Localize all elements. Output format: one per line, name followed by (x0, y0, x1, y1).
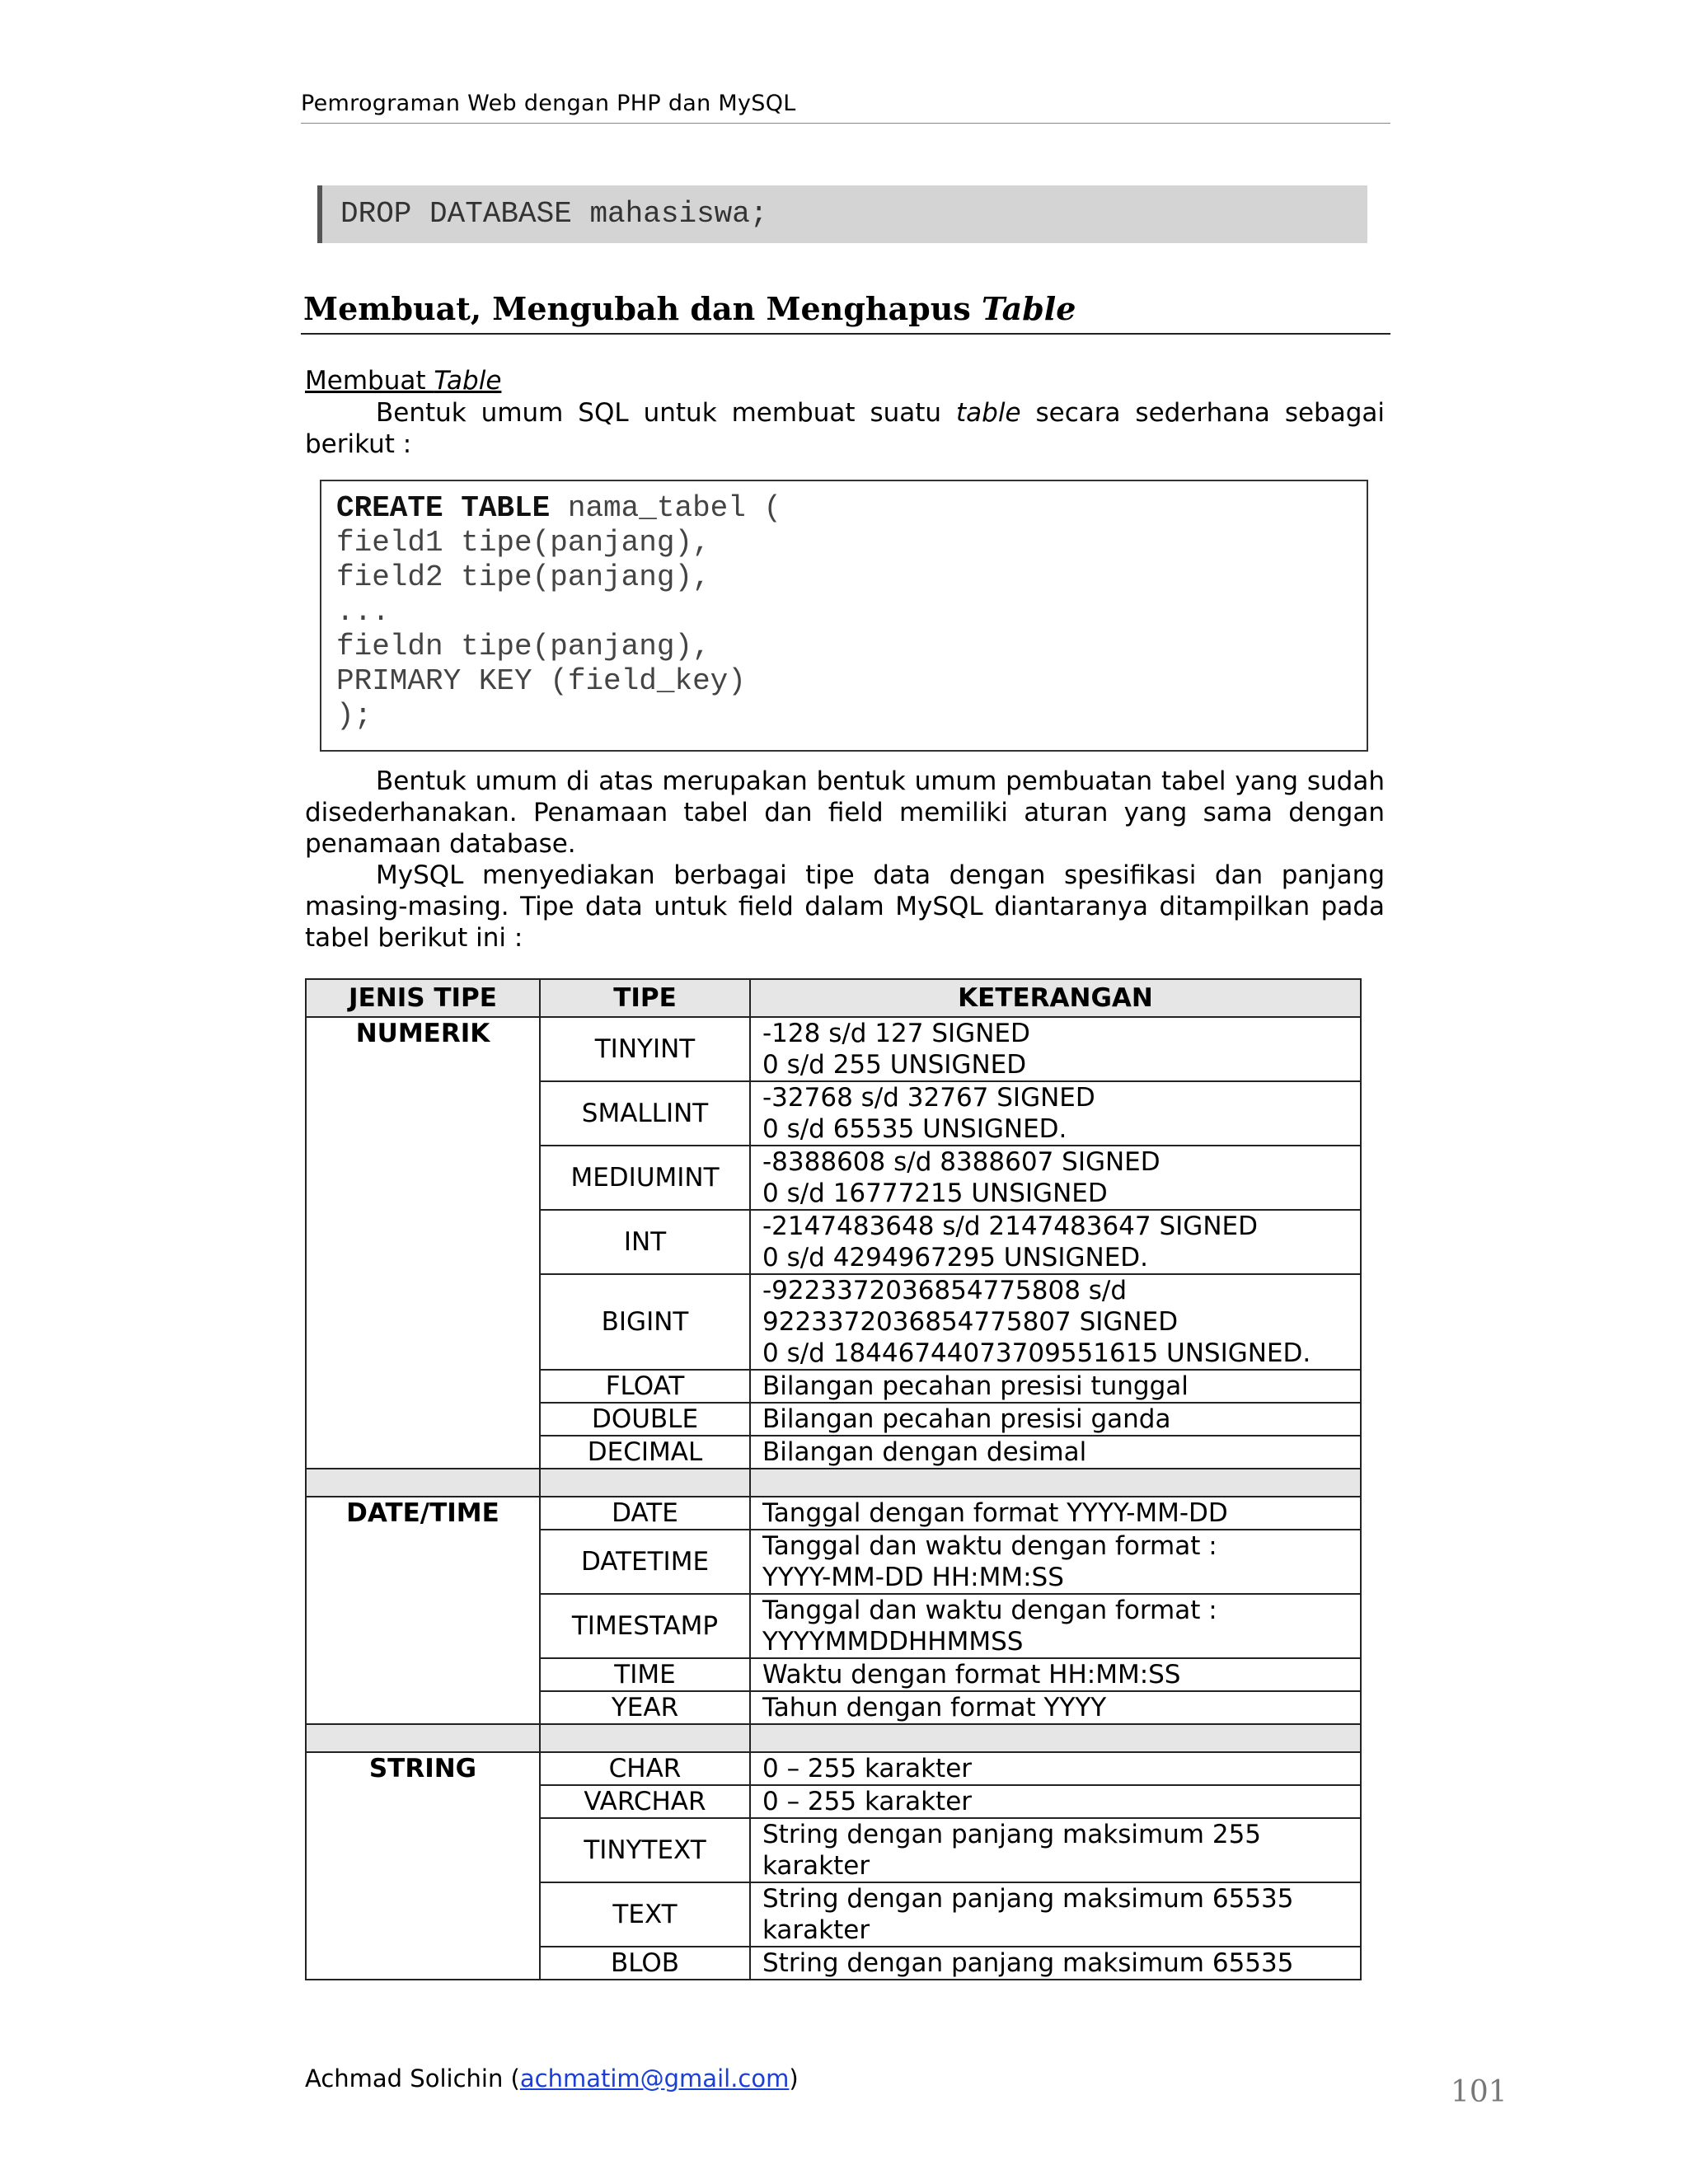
desc-cell: 0 – 255 karakter (750, 1785, 1361, 1818)
type-cell: CHAR (540, 1752, 750, 1785)
page-number: 101 (1451, 2075, 1507, 2109)
create-table-code-block (320, 480, 1368, 752)
desc-line: 0 s/d 255 UNSIGNED (762, 1050, 1027, 1080)
table-row (306, 1882, 1361, 1947)
desc-line: -8388608 s/d 8388607 SIGNED (762, 1147, 1160, 1177)
header-keterangan: KETERANGAN (750, 979, 1361, 1017)
group-spacer (306, 1691, 540, 1724)
group-spacer (306, 1436, 540, 1469)
table-row (306, 1274, 1361, 1370)
table-row (306, 1752, 1361, 1785)
section-title-italic: Table (981, 290, 1076, 327)
type-cell: DATETIME (540, 1530, 750, 1594)
table-row (306, 1081, 1361, 1146)
code-line-6: PRIMARY KEY (field_key) (336, 664, 746, 698)
desc-cell: Bilangan dengan desimal (750, 1436, 1361, 1469)
separator-row (306, 1469, 1361, 1497)
group-spacer (306, 1658, 540, 1691)
desc-cell (750, 1274, 1361, 1370)
subsection-heading (305, 366, 501, 396)
desc-cell: Bilangan pecahan presisi ganda (750, 1403, 1361, 1436)
code-line-1 (336, 491, 781, 525)
desc-line: -9223372036854775808 s/d (762, 1276, 1128, 1305)
group-spacer (306, 1947, 540, 1980)
type-cell: DOUBLE (540, 1403, 750, 1436)
subsection-italic: Table (434, 366, 502, 396)
desc-line: 0 s/d 65535 UNSIGNED. (762, 1114, 1067, 1144)
desc-cell (750, 1017, 1361, 1081)
type-cell: BLOB (540, 1947, 750, 1980)
type-cell: MEDIUMINT (540, 1146, 750, 1210)
table-header-row (306, 979, 1361, 1017)
paragraph-intro (305, 397, 1385, 460)
type-cell: VARCHAR (540, 1785, 750, 1818)
desc-line: -2147483648 s/d 2147483647 SIGNED (762, 1212, 1258, 1241)
type-cell: YEAR (540, 1691, 750, 1724)
paragraph-intro-text-a: Bentuk umum SQL untuk membuat suatu (376, 398, 957, 428)
section-title-main: Membuat, Mengubah dan Menghapus (303, 290, 982, 327)
desc-line: YYYYMMDDHHMMSS (762, 1627, 1024, 1657)
type-cell: TIME (540, 1658, 750, 1691)
desc-line: -128 s/d 127 SIGNED (762, 1019, 1030, 1048)
paragraph-intro-text-b: secara sederhana sebagai berikut : (305, 398, 1385, 459)
desc-cell (750, 1882, 1361, 1947)
table-row (306, 1658, 1361, 1691)
group-spacer (306, 1274, 540, 1370)
group-spacer (306, 1818, 540, 1882)
group-spacer (306, 1882, 540, 1947)
type-cell: SMALLINT (540, 1081, 750, 1146)
section-title-divider (301, 333, 1390, 335)
desc-cell: String dengan panjang maksimum 65535 (750, 1947, 1361, 1980)
code-line-2: field1 tipe(panjang), (336, 526, 710, 560)
desc-line: 9223372036854775807 SIGNED (762, 1307, 1179, 1337)
paragraph-types-intro: MySQL menyediakan berbagai tipe data dengan spesifikasi dan panjang masing-masing. Tipe data untuk field dalam MySQL diantaranya ditampilkan pada tabel berikut ini : (305, 860, 1385, 953)
desc-line: -32768 s/d 32767 SIGNED (762, 1083, 1095, 1113)
table-row (306, 1017, 1361, 1081)
table-row (306, 1691, 1361, 1724)
desc-cell: Bilangan pecahan presisi tunggal (750, 1370, 1361, 1403)
desc-cell (750, 1530, 1361, 1594)
drop-database-code-block (317, 185, 1367, 243)
code-line-5: fieldn tipe(panjang), (336, 630, 710, 663)
group-numerik: NUMERIK (306, 1017, 540, 1081)
running-header: Pemrograman Web dengan PHP dan MySQL (301, 91, 796, 116)
code-line-7: ); (336, 699, 373, 733)
group-spacer (306, 1785, 540, 1818)
group-spacer (306, 1530, 540, 1594)
paragraph-intro-italic: table (956, 398, 1021, 428)
desc-line: karakter (762, 1851, 870, 1881)
table-row (306, 1530, 1361, 1594)
desc-cell (750, 1081, 1361, 1146)
footer-close-paren: ) (789, 2064, 799, 2093)
type-cell: DECIMAL (540, 1436, 750, 1469)
desc-cell (750, 1818, 1361, 1882)
table-row (306, 1947, 1361, 1980)
table-row (306, 1436, 1361, 1469)
group-spacer (306, 1370, 540, 1403)
type-cell: DATE (540, 1497, 750, 1530)
table-row (306, 1785, 1361, 1818)
group-spacer (306, 1146, 540, 1210)
separator-row (306, 1724, 1361, 1752)
desc-line: String dengan panjang maksimum 255 (762, 1820, 1262, 1849)
type-cell: TIMESTAMP (540, 1594, 750, 1658)
desc-line: Tanggal dan waktu dengan format : (762, 1596, 1217, 1625)
group-string: STRING (306, 1752, 540, 1785)
desc-line: 0 s/d 18446744073709551615 UNSIGNED. (762, 1338, 1311, 1368)
paragraph-explanation: Bentuk umum di atas merupakan bentuk umum pembuatan tabel yang sudah disederhanakan. Penamaan tabel dan field memiliki aturan yang sama dengan penamaan database. (305, 766, 1385, 859)
desc-line: 0 s/d 16777215 UNSIGNED (762, 1179, 1108, 1208)
code-line-3: field2 tipe(panjang), (336, 560, 710, 594)
table-row (306, 1210, 1361, 1274)
subsection-prefix: Membuat (305, 366, 434, 396)
footer-author (305, 2064, 799, 2093)
desc-line: Tanggal dan waktu dengan format : (762, 1531, 1217, 1561)
type-cell: INT (540, 1210, 750, 1274)
group-datetime: DATE/TIME (306, 1497, 540, 1530)
table-row (306, 1370, 1361, 1403)
group-spacer (306, 1210, 540, 1274)
header-divider (301, 123, 1390, 124)
section-title (303, 290, 1076, 327)
code-line-4: ... (336, 595, 390, 629)
group-spacer (306, 1594, 540, 1658)
type-cell: FLOAT (540, 1370, 750, 1403)
type-cell: TINYINT (540, 1017, 750, 1081)
table-row (306, 1594, 1361, 1658)
footer-author-name: Achmad Solichin ( (305, 2064, 520, 2093)
code-keyword: CREATE TABLE (336, 491, 551, 525)
code-line-1-rest: nama_tabel ( (550, 491, 782, 525)
table-row (306, 1146, 1361, 1210)
type-cell: BIGINT (540, 1274, 750, 1370)
table-row (306, 1403, 1361, 1436)
desc-line: String dengan panjang maksimum 65535 (762, 1884, 1294, 1914)
header-tipe: TIPE (540, 979, 750, 1017)
header-jenis-tipe: JENIS TIPE (306, 979, 540, 1017)
desc-line: 0 s/d 4294967295 UNSIGNED. (762, 1243, 1149, 1272)
mysql-data-types-table (305, 978, 1362, 1980)
drop-database-code: DROP DATABASE mahasiswa; (340, 197, 768, 231)
desc-cell: Waktu dengan format HH:MM:SS (750, 1658, 1361, 1691)
footer-email-link[interactable]: achmatim@gmail.com (519, 2064, 790, 2093)
group-spacer (306, 1081, 540, 1146)
type-cell: TEXT (540, 1882, 750, 1947)
desc-line: YYYY-MM-DD HH:MM:SS (762, 1563, 1064, 1592)
desc-cell: Tanggal dengan format YYYY-MM-DD (750, 1497, 1361, 1530)
desc-cell (750, 1210, 1361, 1274)
table-row (306, 1818, 1361, 1882)
desc-cell: Tahun dengan format YYYY (750, 1691, 1361, 1724)
desc-cell (750, 1146, 1361, 1210)
group-spacer (306, 1403, 540, 1436)
type-cell: TINYTEXT (540, 1818, 750, 1882)
desc-cell: 0 – 255 karakter (750, 1752, 1361, 1785)
table-row (306, 1497, 1361, 1530)
desc-cell (750, 1594, 1361, 1658)
desc-line: karakter (762, 1915, 870, 1945)
